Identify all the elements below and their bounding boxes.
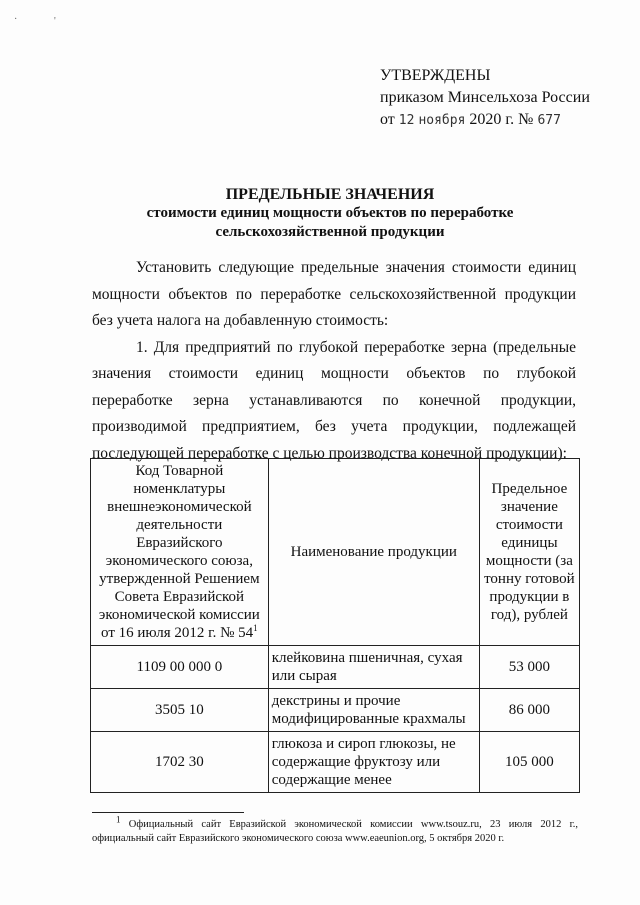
footnote <box>92 814 578 846</box>
document-body <box>92 255 576 467</box>
table-header-row <box>91 459 580 646</box>
row-name: клейковина пшеничная, сухая или сырая <box>268 646 479 689</box>
header-code <box>91 459 269 646</box>
document-title <box>60 185 600 242</box>
title-subtitle-2: сельскохозяйственной продукции <box>215 224 445 240</box>
row-price: 105 000 <box>479 732 579 793</box>
approval-issuer: приказом Минсельхоза России <box>380 89 590 106</box>
products-table <box>90 458 580 793</box>
approval-year: 2020 г. № <box>465 111 538 128</box>
approval-date-line <box>380 109 590 132</box>
footnote-reference: 1 <box>253 623 258 633</box>
row-code: 1702 30 <box>91 732 269 793</box>
intro-paragraph: Установить следующие предельные значения стоимости единиц мощности объектов по переработке сельскохозяйственной продукции без учета налога на добавленную стоимость: <box>92 259 576 329</box>
item-1-paragraph: 1. Для предприятий по глубокой переработке зерна (предельные значения стоимости единиц мощности объектов по глубокой переработке зерна устанавливаются по конечной продукции, производимой предприятием, без учета продукции, подлежащей последующей переработке с целью производства конечной продукции): <box>92 338 576 462</box>
row-code: 1109 00 000 0 <box>91 646 269 689</box>
footnote-mark: 1 <box>116 814 121 825</box>
title-subtitle-1: стоимости единиц мощности объектов по переработке <box>146 205 514 221</box>
header-code-text: Код Товарной номенклатуры внешнеэкономической деятельности Евразийского экономического союза, утвержденной Решением Совета Евразийской экономической комиссии от 16 июля 2012 г. № 54 <box>98 463 260 641</box>
approval-heading: УТВЕРЖДЕНЫ <box>380 67 491 84</box>
footnote-divider <box>92 812 244 813</box>
approval-stamp <box>380 65 590 132</box>
approval-day: 12 <box>398 113 415 128</box>
approval-order-number: 677 <box>537 113 561 128</box>
row-name: декстрины и прочие модифицированные крахмалы <box>268 689 479 732</box>
approval-date-prefix: от <box>380 111 399 128</box>
table-row <box>91 646 580 689</box>
title-main: ПРЕДЕЛЬНЫЕ ЗНАЧЕНИЯ <box>225 186 435 203</box>
scan-speck: · <box>14 14 18 25</box>
footnote-text: Официальный сайт Евразийской экономической комиссии www.tsouz.ru, 23 июля 2012 г., официальный сайт Евразийского экономического союза www.eaeunion.org, 5 октября 2020 г. <box>92 819 578 844</box>
row-price: 86 000 <box>479 689 579 732</box>
approval-month: ноября <box>418 113 466 128</box>
table-row <box>91 689 580 732</box>
table-row <box>91 732 580 793</box>
scan-speck: ' <box>54 16 56 27</box>
header-price: Предельное значение стоимости единицы мощности (за тонну готовой продукции в год), рублей <box>479 459 579 646</box>
row-price: 53 000 <box>479 646 579 689</box>
header-name: Наименование продукции <box>268 459 479 646</box>
row-code: 3505 10 <box>91 689 269 732</box>
row-name: глюкоза и сироп глюкозы, не содержащие фруктозу или содержащие менее <box>268 732 479 793</box>
